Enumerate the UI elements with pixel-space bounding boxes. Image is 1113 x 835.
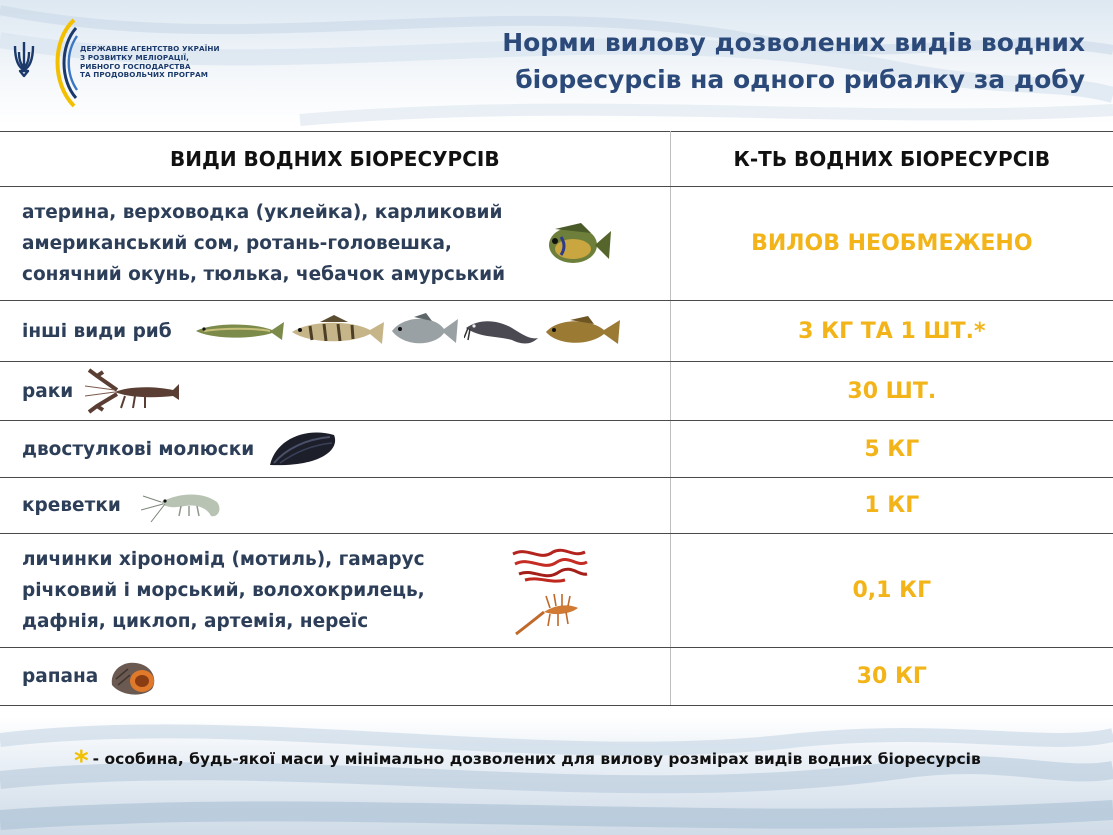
quantity-cell [670, 301, 1113, 362]
carp-icon [544, 314, 622, 348]
species-line: американський сом, ротань-головешка, [22, 233, 452, 254]
quantity-cell [670, 534, 1113, 648]
pike-icon [194, 318, 286, 344]
species-cell [0, 187, 670, 301]
bloodworm-icon [509, 544, 589, 586]
table-row [0, 301, 1113, 362]
table-row [0, 187, 1113, 301]
table-row [0, 534, 1113, 648]
species-line: креветки [22, 495, 121, 516]
artemia-icon [514, 590, 584, 638]
quantity-value: 1 КГ [864, 493, 920, 518]
quantity-value: ВИЛОВ НЕОБМЕЖЕНО [751, 231, 1033, 256]
mussel-icon [266, 427, 340, 471]
page-title-line: Норми вилову дозволених видів водних [502, 28, 1085, 57]
species-line: атерина, верховодка (уклейка), карликовий [22, 202, 503, 223]
species-cell [0, 648, 670, 706]
quantity-value: 30 ШТ. [847, 378, 937, 404]
footnote [74, 744, 981, 777]
table-row [0, 648, 1113, 706]
species-line: сонячний окунь, тюлька, чебачок амурський [22, 264, 506, 285]
trident-emblem-icon [12, 40, 36, 78]
shrimp-icon [141, 486, 229, 526]
catch-norms-table [0, 131, 1113, 706]
agency-name-line: ДЕРЖАВНЕ АГЕНТСТВО УКРАЇНИ [80, 44, 220, 53]
footnote-asterisk: * [74, 744, 89, 777]
footnote-text: - особина, будь-якої маси у мінімально дозволених для вилову розмірах видів водних біоресурсів [92, 750, 981, 768]
agency-name-line: З РОЗВИТКУ МЕЛІОРАЦІЇ, [80, 52, 190, 62]
quantity-cell [670, 478, 1113, 534]
species-text [0, 490, 121, 521]
table-row [0, 362, 1113, 421]
table-row [0, 421, 1113, 478]
column-header-quantity: К-ТЬ ВОДНИХ БІОРЕСУРСІВ [670, 132, 1113, 187]
table-row [0, 478, 1113, 534]
species-text [0, 544, 425, 637]
species-line: дафнія, циклоп, артемія, нереїс [22, 611, 369, 632]
agency-logo [12, 18, 222, 108]
quantity-cell [670, 648, 1113, 706]
species-line: інші види риб [22, 320, 172, 342]
species-cell [0, 421, 670, 478]
agency-name-line: ТА ПРОДОВОЛЬЧИХ ПРОГРАМ [80, 70, 209, 80]
species-line: річковий і морський, волохокрилець, [22, 580, 425, 601]
quantity-value: 30 КГ [856, 664, 927, 689]
quantity-cell [670, 421, 1113, 478]
species-line: раки [22, 380, 74, 402]
species-line: двостулкові молюски [22, 438, 255, 460]
quantity-cell [670, 187, 1113, 301]
logo-arc-icon [48, 18, 78, 108]
quantity-cell [670, 362, 1113, 421]
crayfish-icon [85, 368, 181, 414]
quantity-value: 3 КГ ТА 1 ШТ.* [798, 318, 986, 344]
species-line: рапана [22, 666, 99, 687]
species-cell [0, 534, 670, 648]
sunfish-icon [541, 219, 613, 269]
quantity-value: 0,1 КГ [852, 578, 932, 603]
species-cell [0, 362, 670, 421]
species-line: личинки хірономід (мотиль), гамарус [22, 549, 425, 570]
quantity-value: 5 КГ [864, 436, 920, 462]
zander-icon [290, 314, 386, 348]
species-cell [0, 478, 670, 534]
catfish-icon [464, 314, 540, 348]
species-cell [0, 301, 670, 362]
species-text [0, 434, 254, 465]
column-header-species: ВИДИ ВОДНИХ БІОРЕСУРСІВ [0, 132, 670, 187]
species-text [0, 197, 505, 290]
page-title [405, 24, 1085, 98]
agency-name-line: РИБНОГО ГОСПОДАРСТВА [80, 61, 191, 71]
rapana-shell-icon [108, 657, 160, 697]
species-text [0, 316, 172, 347]
page-title-line: біоресурсів на одного рибалку за добу [515, 65, 1085, 94]
bream-icon [390, 313, 460, 349]
table-header-row [0, 132, 1113, 187]
agency-name [80, 45, 240, 80]
species-text [0, 376, 73, 407]
species-text [0, 661, 98, 692]
